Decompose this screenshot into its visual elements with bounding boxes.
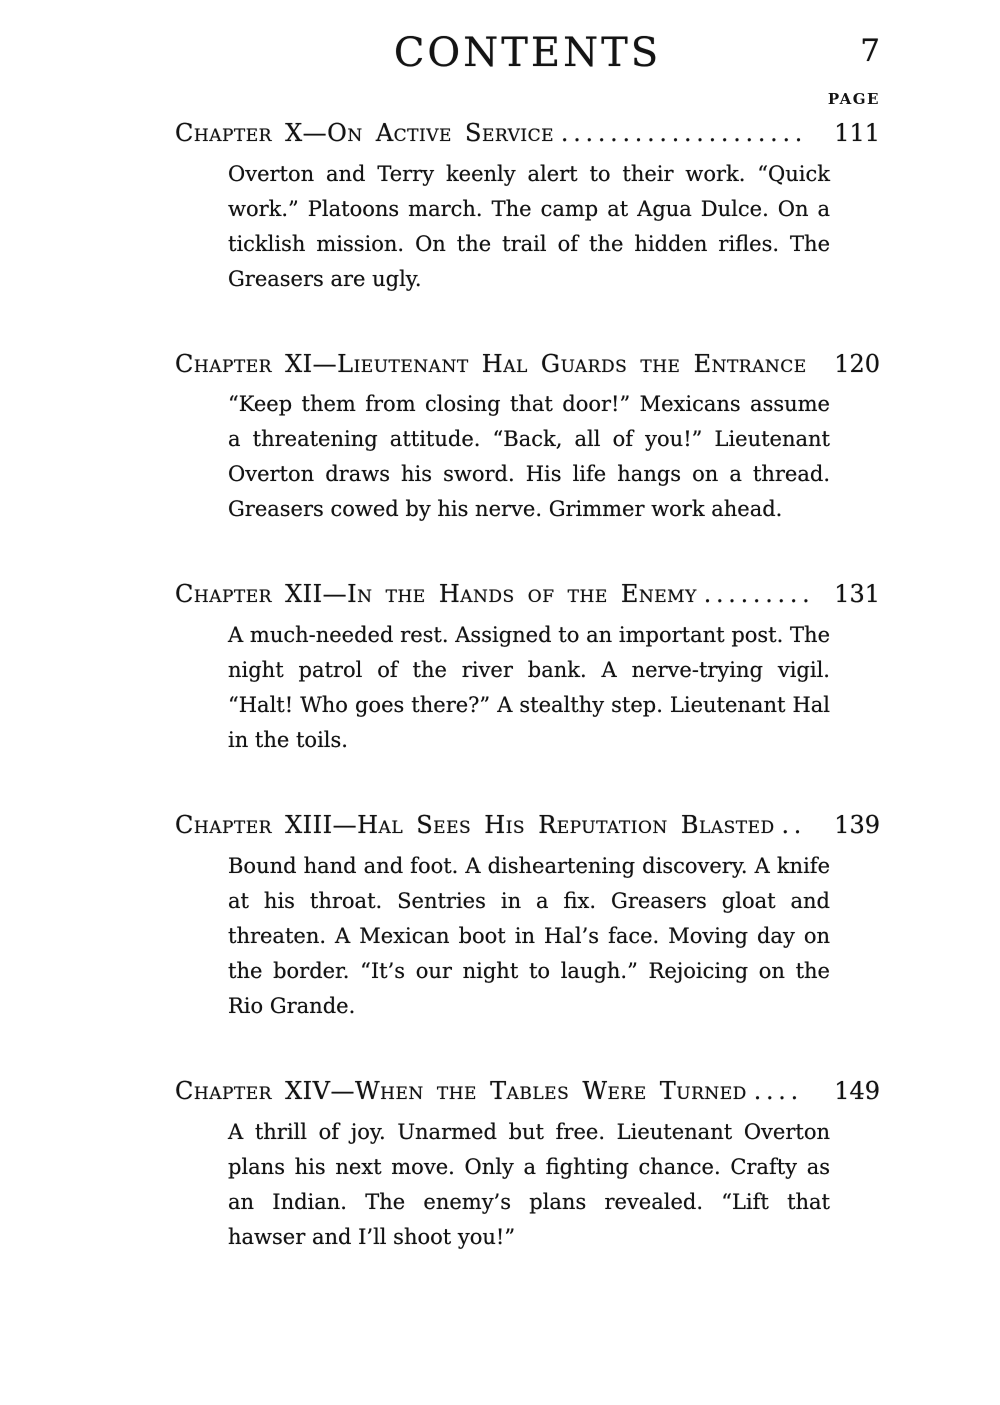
- chapter-title: Chapter XII—In the Hands of the Enemy: [175, 580, 697, 608]
- page-title: CONTENTS: [393, 30, 662, 76]
- chapter-page-number: 120: [834, 350, 880, 378]
- table-of-contents: [175, 116, 880, 1255]
- chapter-summary: A thrill of joy. Unarmed but free. Lieutenant Overton plans his next move. Only a fighting chance. Crafty as an Indian. The enemy’s plans revealed. “Lift that hawser and I’ll shoot you!”: [228, 1120, 830, 1249]
- chapter-summary: Bound hand and foot. A disheartening discovery. A knife at his throat. Sentries in a fix. Greasers gloat and threaten. A Mexican boot in Hal’s face. Moving day on the border. “It’s our night to laugh.” Rejoicing on the Rio Grande.: [228, 854, 830, 1018]
- toc-entry-chapter-14: [175, 1074, 880, 1255]
- chapter-title: Chapter XIII—Hal Sees His Reputation Blasted: [175, 811, 775, 839]
- page-header: [175, 26, 880, 108]
- chapter-heading-line: [175, 1074, 880, 1109]
- leader-dots: ....................: [561, 121, 808, 147]
- chapter-page-number: 149: [834, 1077, 880, 1105]
- header-row: [175, 26, 880, 80]
- leader-dots: .........: [703, 582, 815, 608]
- leader-dots: ..: [781, 813, 807, 839]
- chapter-summary: A much-needed rest. Assigned to an important post. The night patrol of the river bank. A nerve-trying vigil. “Halt! Who goes there?” A stealthy step. Lieutenant Hal in the toils.: [228, 623, 830, 752]
- chapter-title: Chapter XI—Lieutenant Hal Guards the Entrance: [175, 350, 807, 378]
- chapter-heading-line: [175, 347, 880, 381]
- chapter-summary: “Keep them from closing that door!” Mexicans assume a threatening attitude. “Back, all of you!” Lieutenant Overton draws his sword. His life hangs on a thread. Greasers cowed by his nerve. Grimmer work ahead.: [228, 392, 830, 521]
- chapter-title: Chapter XIV—When the Tables Were Turned: [175, 1077, 747, 1105]
- toc-entry-chapter-13: [175, 808, 880, 1024]
- chapter-page-number: 131: [834, 580, 880, 608]
- folio-number: 7: [860, 33, 880, 69]
- chapter-page-number: 139: [834, 811, 880, 839]
- chapter-summary: Overton and Terry keenly alert to their work. “Quick work.” Platoons march. The camp at Agua Dulce. On a ticklish mission. On the trail of the hidden rifles. The Greasers are ugly.: [228, 162, 830, 291]
- toc-entry-chapter-11: [175, 347, 880, 527]
- page-column-label: PAGE: [827, 90, 880, 108]
- chapter-page-number: 111: [834, 119, 880, 147]
- chapter-heading-line: [175, 116, 880, 151]
- toc-entry-chapter-12: [175, 577, 880, 758]
- leader-dots: ....: [753, 1079, 804, 1105]
- toc-entry-chapter-10: [175, 116, 880, 297]
- chapter-title: Chapter X—On Active Service: [175, 119, 555, 147]
- chapter-heading-line: [175, 808, 880, 843]
- chapter-heading-line: [175, 577, 880, 612]
